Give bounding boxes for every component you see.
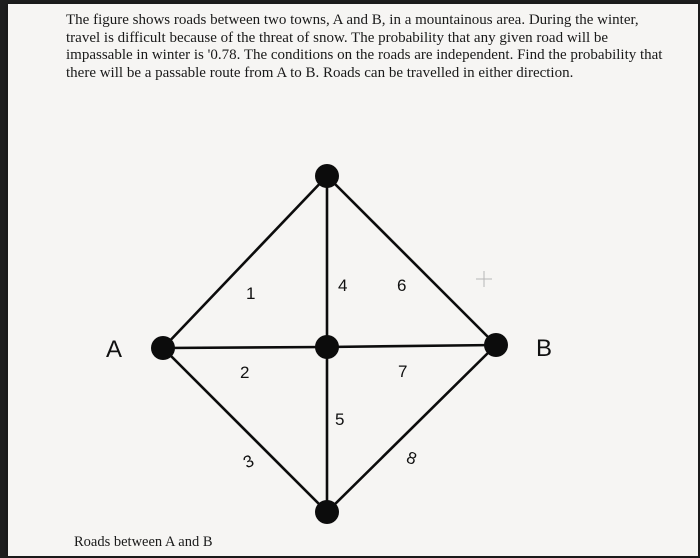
town-label-b: B xyxy=(536,335,553,362)
problem-sheet xyxy=(8,4,698,556)
road-label-6: 6 xyxy=(397,276,407,295)
town-label-a: A xyxy=(106,336,123,363)
road-label-3: 3 xyxy=(240,451,257,473)
road-label-2: 2 xyxy=(240,363,250,382)
road-label-5: 5 xyxy=(335,410,345,429)
cursor-crosshair-icon xyxy=(476,271,492,287)
node-b xyxy=(484,333,508,357)
problem-text: The figure shows roads between two towns, A and B, in a mountainous area. During the winter, travel is difficult because of the threat of snow. The probability that any given road will be impassable in winter is '0.78. The conditions on the roads are independent. Find the probability that there will be a passable route from A to B. Roads can be travelled in either direction. xyxy=(66,12,663,81)
road-2 xyxy=(163,347,327,348)
node-a xyxy=(151,336,175,360)
road-label-1: 1 xyxy=(246,284,256,303)
node-top xyxy=(315,164,339,188)
road-network-diagram xyxy=(8,4,698,556)
road-label-4: 4 xyxy=(338,276,348,295)
road-1 xyxy=(163,176,327,348)
node-center xyxy=(315,335,339,359)
figure-caption: Roads between A and B xyxy=(74,534,213,550)
road-label-7: 7 xyxy=(398,362,408,381)
node-bottom xyxy=(315,500,339,524)
road-8 xyxy=(327,345,496,512)
road-6 xyxy=(327,176,496,345)
road-7 xyxy=(327,345,496,347)
road-label-8: 8 xyxy=(403,447,420,469)
